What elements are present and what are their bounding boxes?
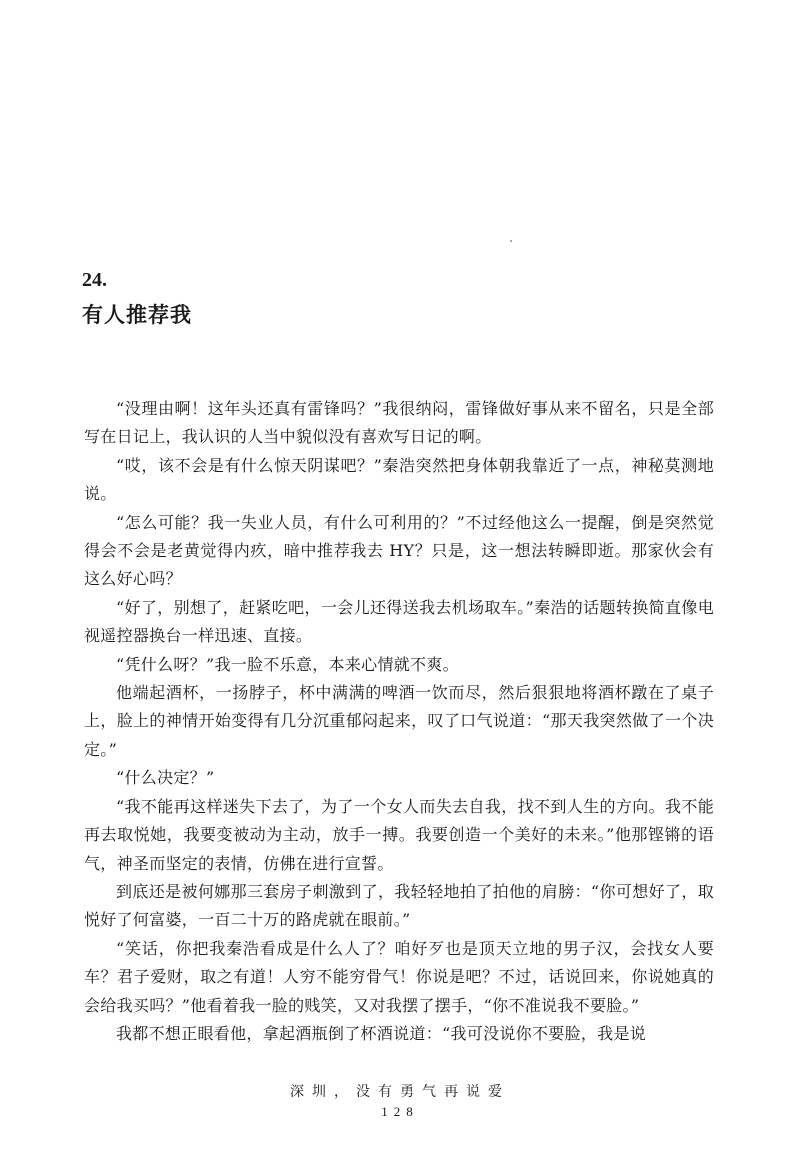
page-number: 128 <box>381 1104 419 1119</box>
chapter-number: 24. <box>82 269 107 291</box>
paragraph: “好了，别想了，赶紧吃吧，一会儿还得送我去机场取车。”秦浩的话题转换简直像电视遥控器换台一样迅速、直接。 <box>84 597 714 646</box>
paragraph: “什么决定？” <box>116 768 215 788</box>
paragraph: 到底还是被何娜那三套房子刺激到了，我轻轻地拍了拍他的肩膀：“你可想好了，取悦好了何富婆，一百二十万的路虎就在眼前。” <box>84 881 714 930</box>
paragraph: “笑话，你把我秦浩看成是什么人了？咱好歹也是顶天立地的男子汉，会找女人要车？君子爱财，取之有道！人穷不能穷骨气！你说是吧？不过，话说回来，你说她真的会给我买吗？”他看着我一脸的贱笑，又对我摆了摆手，“你不准说我不要脸。” <box>84 938 714 1015</box>
paragraph: “我不能再这样迷失下去了，为了一个女人而失去自我，找不到人生的方向。我不能再去取悦她，我要变被动为主动，放手一搏。我要创造一个美好的未来。”他那铿锵的语气，神圣而坚定的表情，仿佛在进行宣誓。 <box>84 796 714 873</box>
paragraph: “哎，该不会是有什么惊天阴谋吧？”秦浩突然把身体朝我靠近了一点，神秘莫测地说。 <box>84 455 714 504</box>
body-text <box>84 395 714 1048</box>
paragraph: “凭什么呀？”我一脸不乐意，本来心情就不爽。 <box>116 654 459 674</box>
paragraph: 我都不想正眼看他，拿起酒瓶倒了杯酒说道：“我可没说你不要脸，我是说 <box>116 1023 647 1043</box>
scan-speck <box>510 240 512 242</box>
paragraph: 他端起酒杯，一扬脖子，杯中满满的啤酒一饮而尽，然后狠狠地将酒杯蹾在了桌子上，脸上的神情开始变得有几分沉重郁闷起来，叹了口气说道：“那天我突然做了一个决定。” <box>84 683 714 759</box>
chapter-title: 有人推荐我 <box>82 302 192 327</box>
paragraph: “没理由啊！这年头还真有雷锋吗？”我很纳闷，雷锋做好事从来不留名，只是全部写在日记上，我认识的人当中貌似没有喜欢写日记的啊。 <box>84 399 714 447</box>
paragraph: “怎么可能？我一失业人员，有什么可利用的？”不过经他这么一提醒，倒是突然觉得会不会是老黄觉得内疚，暗中推荐我去 HY？只是，这一想法转瞬即逝。那家伙会有这么好心吗？ <box>84 512 714 589</box>
footer-book-title: 深圳，没有勇气再说爱 <box>290 1084 510 1100</box>
